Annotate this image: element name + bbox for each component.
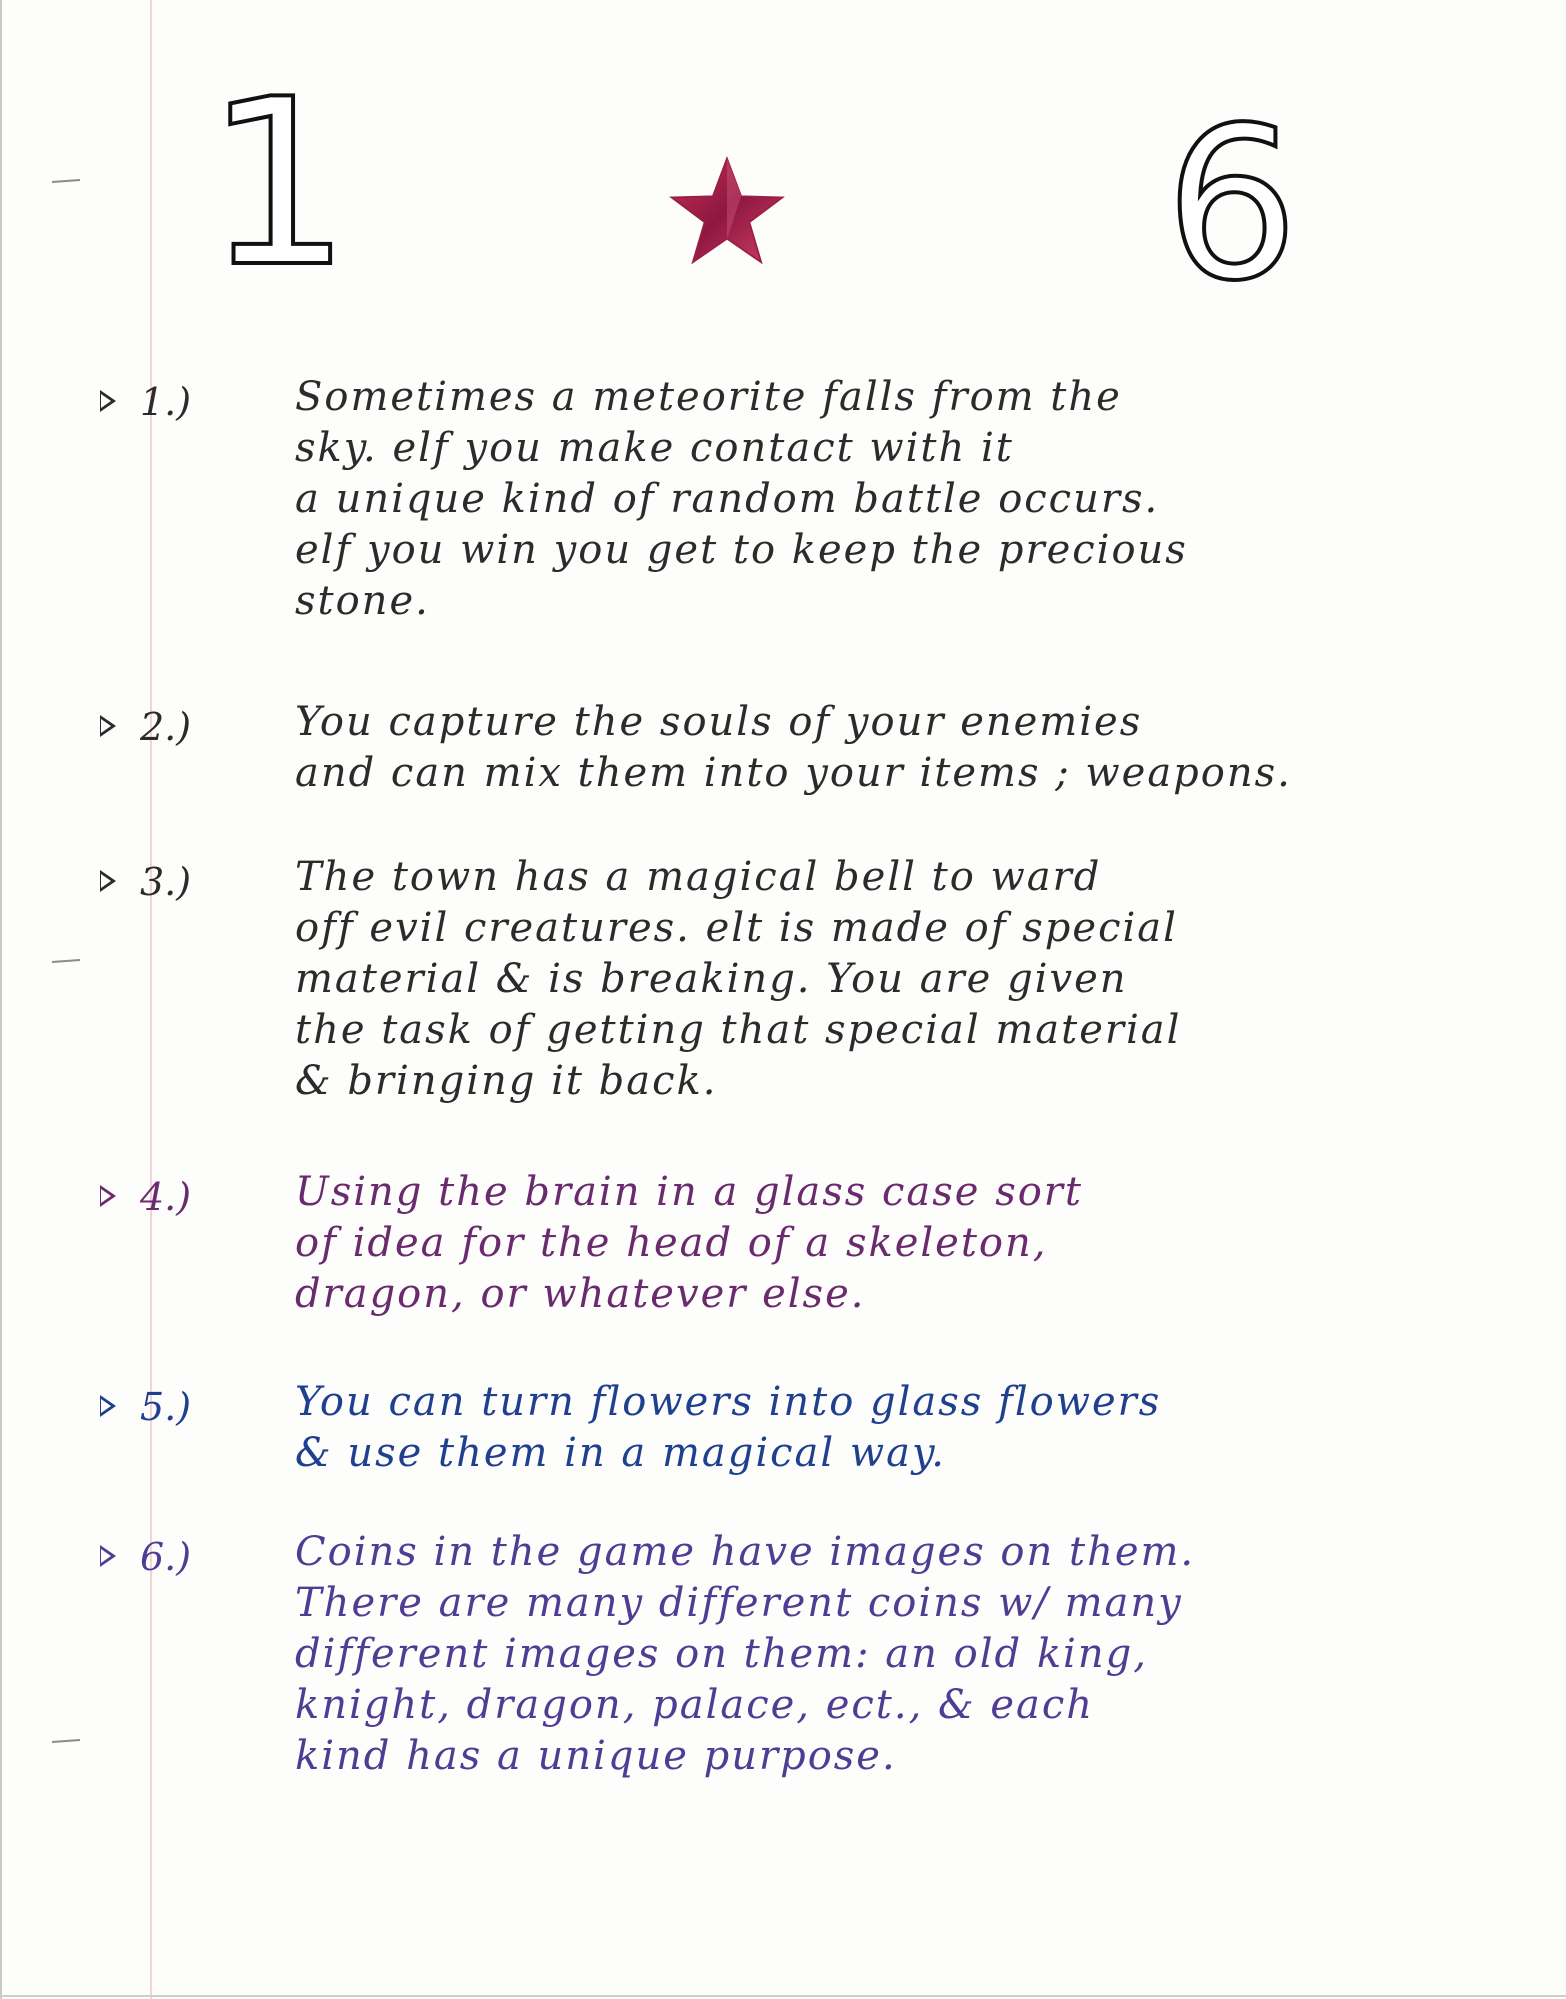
item-text: Sometimes a meteorite falls from the sky. elf you make contact with it a unique kind of random battle occurs. elf you win you get to keep the precious stone. [295, 374, 1188, 624]
item-number: 1.) [140, 380, 192, 424]
hole-punch-mark [52, 959, 80, 963]
bullet-triangle-icon [100, 1545, 116, 1567]
page-left-edge [0, 0, 2, 1999]
item-number: 3.) [140, 860, 192, 904]
left-big-number: 1 [205, 51, 352, 318]
item-text: Using the brain in a glass case sort of idea for the head of a skeleton, dragon, or whatever else. [295, 1169, 1083, 1317]
bullet-triangle-icon [100, 390, 116, 412]
page-bottom-edge [0, 1995, 1566, 1997]
hole-punch-mark [52, 179, 80, 183]
right-big-number: 6 [1165, 82, 1299, 327]
star-sticker-icon [668, 155, 786, 267]
item-text: You can turn flowers into glass flowers & use them in a magical way. [295, 1379, 1162, 1476]
bullet-triangle-icon [100, 715, 116, 737]
bullet-triangle-icon [100, 1395, 116, 1417]
bullet-triangle-icon [100, 870, 116, 892]
item-text: You capture the souls of your enemies and can mix them into your items ; weapons. [295, 699, 1292, 796]
item-number: 5.) [140, 1385, 192, 1429]
item-number: 2.) [140, 705, 192, 749]
item-number: 6.) [140, 1535, 192, 1579]
bullet-triangle-icon [100, 1185, 116, 1207]
margin-line [150, 0, 152, 1999]
item-text: Coins in the game have images on them. There are many different coins w/ many different images on them: an old king, knight, dragon, palace, ect., & each kind has a unique purpose. [295, 1529, 1196, 1779]
item-number: 4.) [140, 1175, 192, 1219]
item-text: The town has a magical bell to ward off evil creatures. elt is made of special material & is breaking. You are given the task of getting that special material & bringing it back. [295, 854, 1182, 1104]
hole-punch-mark [52, 1739, 80, 1743]
